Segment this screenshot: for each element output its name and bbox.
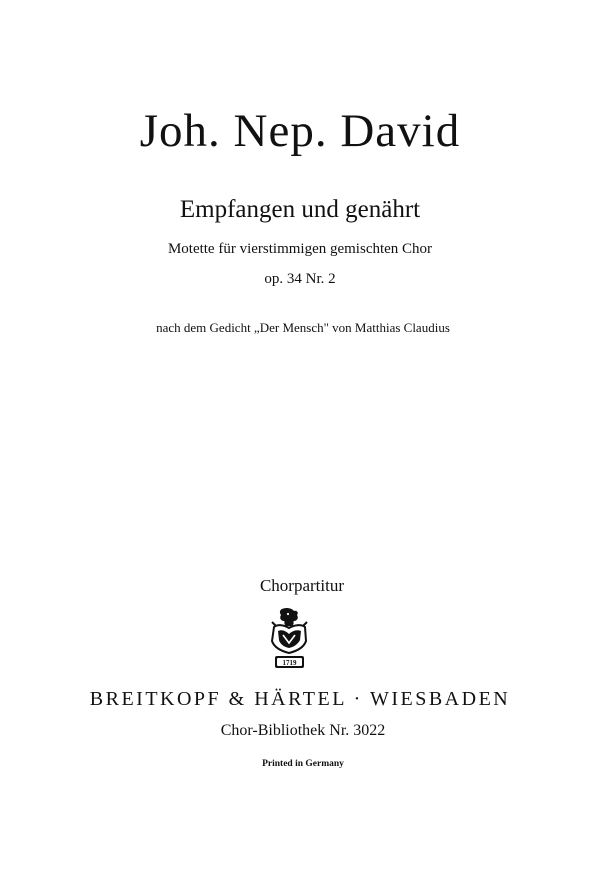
opus-number: op. 34 Nr. 2 (264, 271, 336, 287)
score-type: Chorpartitur (259, 576, 345, 595)
composer-name: Joh. Nep. David (139, 105, 461, 157)
emblem-year: 1719 (282, 658, 297, 667)
work-subtitle: Motette für vierstimmigen gemischten Chor (167, 241, 433, 257)
series-number: Chor-Bibliothek Nr. 3022 (220, 722, 386, 739)
publisher-name: BREITKOPF & HÄRTEL · WIESBADEN (89, 688, 511, 710)
publisher-emblem-icon (268, 607, 311, 671)
poem-credit: nach dem Gedicht „Der Mensch" von Matthias Claudius (156, 320, 450, 335)
work-title: Empfangen und genährt (179, 196, 421, 223)
printed-note: Printed in Germany (262, 759, 344, 769)
